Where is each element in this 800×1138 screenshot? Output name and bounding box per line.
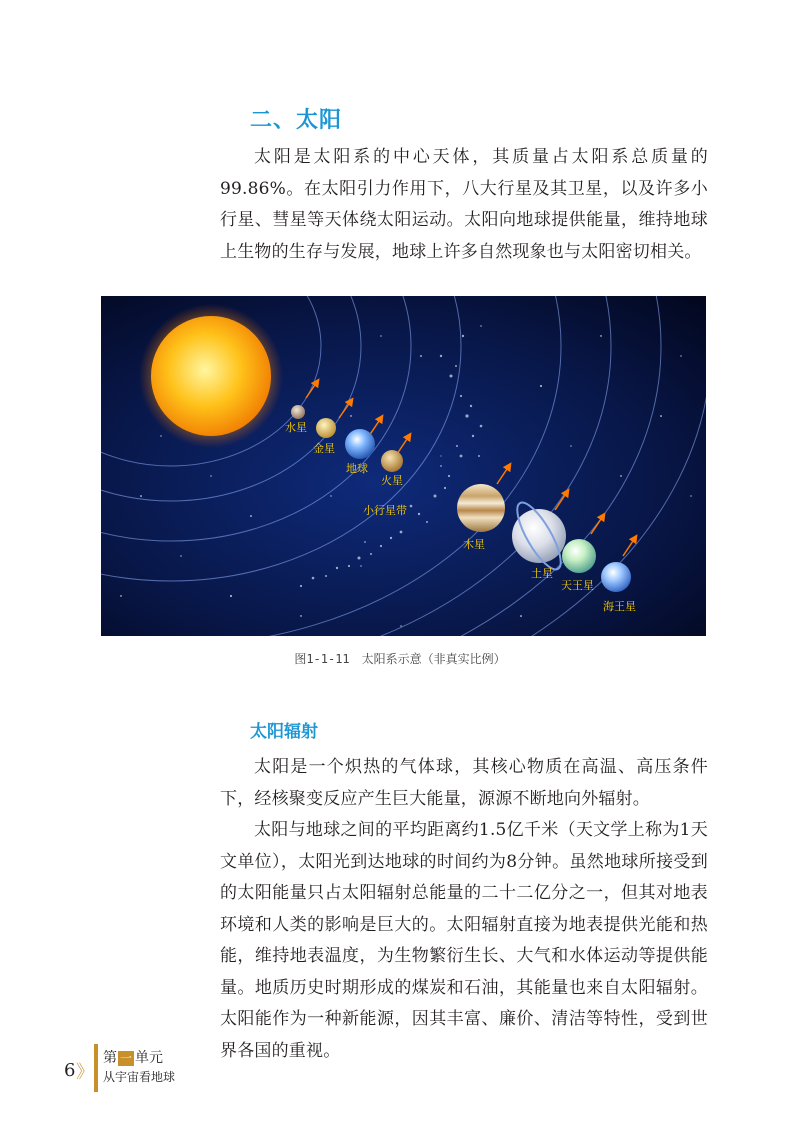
asteroid-belt-label: 小行星带 bbox=[363, 504, 407, 517]
mars-label: 火星 bbox=[381, 474, 403, 487]
saturn-label: 土星 bbox=[531, 567, 553, 580]
radiation-paragraph-2: 太阳与地球之间的平均距离约1.5亿千米（天文学上称为1天文单位），太阳光到达地球的时间约为8分钟。虽然地球所接受到的太阳能量只占太阳辐射总能量的二十二亿分之一，但其对地表环境和人类的影响是巨大的。太阳辐射直接为地表提供光能和热能，维持地表温度，为生物繁衍生长、大气和水体运动等提供能量。地质历史时期形成的煤炭和石油，其能量也来自太阳辐射。太阳能作为一种新能源，因其丰富、廉价、清洁等特性，受到世界各国的重视。 bbox=[220, 820, 708, 1061]
jupiter-planet bbox=[457, 484, 505, 532]
jupiter-label: 木星 bbox=[463, 538, 485, 551]
radiation-heading: 太阳辐射 bbox=[250, 722, 318, 742]
section-paragraph: 太阳是太阳系的中心天体，其质量占太阳系总质量的99.86%。在太阳引力作用下，八大行星及其卫星，以及许多小行星、彗星等天体绕太阳运动。太阳向地球提供能量，维持地球上生物的生存与发展，地球上许多自然现象也与太阳密切相关。 bbox=[220, 147, 708, 262]
neptune-label: 海王星 bbox=[603, 600, 636, 613]
venus-label: 金星 bbox=[313, 442, 335, 455]
unit-title: 从宇宙看地球 bbox=[103, 1070, 176, 1084]
mars-planet bbox=[381, 450, 403, 472]
unit-suffix: 单元 bbox=[135, 1050, 164, 1066]
page-number: 6 bbox=[64, 1060, 76, 1081]
unit-label bbox=[103, 1047, 163, 1067]
mercury-label: 水星 bbox=[285, 421, 307, 434]
radiation-paragraph-1: 太阳是一个炽热的气体球，其核心物质在高温、高压条件下，经核聚变反应产生巨大能量，源源不断地向外辐射。 bbox=[220, 757, 708, 809]
page-chevrons: 》 bbox=[76, 1062, 94, 1083]
footer-divider bbox=[94, 1044, 98, 1092]
earth-planet bbox=[345, 429, 375, 459]
uranus-planet bbox=[562, 539, 596, 573]
solar-system-illustration bbox=[101, 296, 706, 636]
section-heading: 二、太阳 bbox=[250, 108, 343, 133]
mercury-planet bbox=[291, 405, 305, 419]
unit-number: 一 bbox=[120, 1051, 133, 1065]
figure-caption: 图1-1-11 太阳系示意（非真实比例） bbox=[294, 652, 506, 666]
solar-system-figure bbox=[101, 296, 706, 636]
unit-prefix: 第 bbox=[103, 1050, 117, 1066]
earth-label: 地球 bbox=[346, 462, 368, 475]
uranus-label: 天王星 bbox=[561, 579, 594, 592]
venus-planet bbox=[316, 418, 336, 438]
sun bbox=[151, 316, 271, 436]
neptune-planet bbox=[601, 562, 631, 592]
